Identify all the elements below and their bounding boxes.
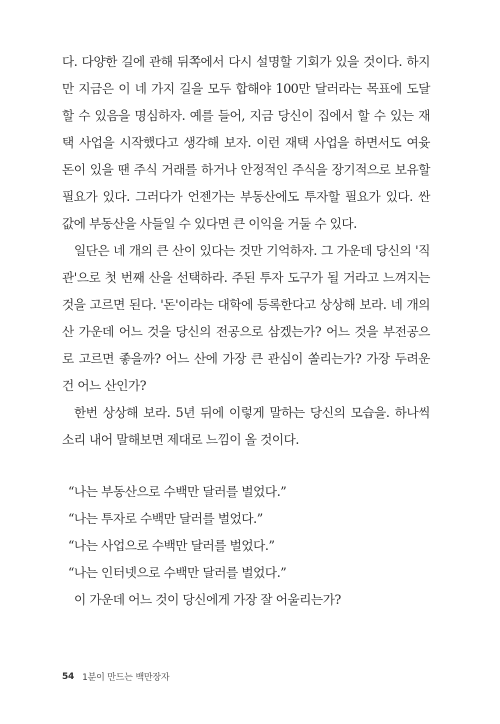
page-number: 54 [62,671,75,682]
text-line: 한번 상상해 보라. 5년 뒤에 이렇게 말하는 당신의 모습을. 하나씩 [74,405,430,420]
quote-line: “나는 사업으로 수백만 달러를 벌었다.” [68,538,275,553]
quote-line: “나는 인터넷으로 수백만 달러를 벌었다.” [68,565,287,580]
paragraph-3 [62,399,430,453]
text-line: 관'으로 첫 번째 산을 선택하라. 주된 투자 도구가 될 거라고 느껴지는 [62,270,430,285]
text-line: 것을 고르면 된다. '돈'이라는 대학에 등록한다고 상상해 보라. 네 개의 [62,297,430,312]
text-line: 돈이 있을 땐 주식 거래를 하거나 안정적인 주식을 장기적으로 보유할 [62,162,430,177]
text-line: 택 사업을 시작했다고 생각해 보자. 이런 재택 사업을 하면서도 여윳 [62,135,430,150]
quote-list [62,478,430,613]
body-text [62,48,430,453]
running-title: 1분이 만드는 백만장자 [82,673,170,683]
quote-line: “나는 부동산으로 수백만 달러를 벌었다.” [68,484,287,499]
text-line: 소리 내어 말해보면 제대로 느낌이 올 것이다. [62,432,300,447]
text-line: 건 어느 산인가? [62,378,147,393]
page-footer [62,670,169,683]
text-line: 로 고르면 좋을까? 어느 산에 가장 큰 관심이 쏠리는가? 가장 두려운 [62,351,430,366]
text-line: 다. 다양한 길에 관해 뒤쪽에서 다시 설명할 기회가 있을 것이다. 하지 [62,54,430,69]
text-line: 필요가 있다. 그러다가 언젠가는 부동산에도 투자할 필요가 있다. 싼 [62,189,430,204]
text-line: 산 가운데 어느 것을 당신의 전공으로 삼겠는가? 어느 것을 부전공으 [62,324,430,339]
text-line: 값에 부동산을 사들일 수 있다면 큰 이익을 거둘 수 있다. [62,216,357,231]
quote-line: “나는 투자로 수백만 달러를 벌었다.” [68,511,263,526]
text-line: 일단은 네 개의 큰 산이 있다는 것만 기억하자. 그 가운데 당신의 '직 [74,243,430,258]
text-line: 할 수 있음을 명심하자. 예를 들어, 지금 당신이 집에서 할 수 있는 재 [62,108,430,123]
paragraph-1 [62,48,430,237]
paragraph-2 [62,237,430,399]
text-line: 만 지금은 이 네 가지 길을 모두 합해야 100만 달러라는 목표에 도달 [62,81,430,96]
closing-question: 이 가운데 어느 것이 당신에게 가장 잘 어울리는가? [74,592,341,607]
